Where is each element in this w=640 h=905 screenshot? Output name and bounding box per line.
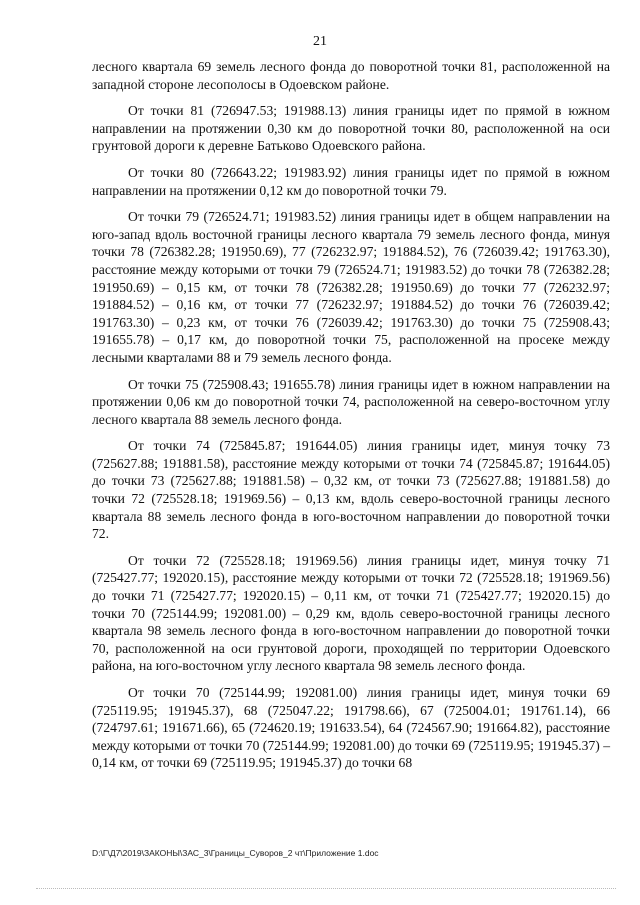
document-body bbox=[92, 58, 610, 781]
paragraph: От точки 81 (726947.53; 191988.13) линия границы идет по прямой в южном направлении на протяжении 0,30 км до поворотной точки 80, расположенной на оси грунтовой дороги к деревне Батьково Одоевского района. bbox=[92, 103, 610, 154]
paragraph: От точки 79 (726524.71; 191983.52) линия границы идет в общем направлении на юго-запад вдоль восточной границы лесного квартала 79 земель лесного фонда, минуя точки 78 (726382.28; 191950.69), 77 (726232.97; 191884.52), 76 (726039.42; 191763.30), расстояние между которыми от точки 79 (726524.71; 191983.52) до точки 78 (726382.28; 191950.69) – 0,15 км, от точки 78 (726382.28; 191950.69) до точки 77 (726232.97; 191884.52) – 0,16 км, от точки 77 (726232.97; 191884.52) до точки 76 (726039.42; 191763.30) – 0,23 км, от точки 76 (726039.42; 191763.30) до точки 75 (725908.43; 191655.78) – 0,17 км, до поворотной точки 75, расположенной на просеке между лесными кварталами 88 и 79 земель лесного фонда. bbox=[92, 209, 610, 365]
paragraph: От точки 80 (726643.22; 191983.92) линия границы идет по прямой в южном направлении на протяжении 0,12 км до поворотной точки 79. bbox=[92, 164, 610, 198]
paragraph: От точки 70 (725144.99; 192081.00) линия границы идет, минуя точки 69 (725119.95; 191945.37), 68 (725047.22; 191798.66), 67 (725004.01; 191761.14), 66 (724797.61; 191671.66), 65 (724620.19; 191633.54), 64 (724567.90; 191664.82), расстояние между которыми от точки 70 (725144.99; 192081.00) до точки 69 (725119.95; 191945.37) – 0,14 км, от точки 69 (725119.95; 191945.37) до точки 68 bbox=[92, 685, 610, 771]
footer-file-path: D:\Г\Д7\2019\ЗАКОНЫ\ЗАС_3\Границы_Суворов_2 чт\Приложение 1.doc bbox=[92, 848, 379, 858]
scan-edge-dots bbox=[36, 888, 616, 891]
paragraph: От точки 74 (725845.87; 191644.05) линия границы идет, минуя точку 73 (725627.88; 191881.58), расстояние между которыми от точки 74 (725845.87; 191644.05) до точки 73 (725627.88; 191881.58) – 0,32 км, от точки 73 (725627.88; 191881.58) до точки 72 (725528.18; 191969.56) – 0,13 км, вдоль северо-восточной границы лесного квартала 88 земель лесного фонда в юго-восточном направлении до поворотной точки 72. bbox=[92, 438, 610, 542]
paragraph: От точки 72 (725528.18; 191969.56) линия границы идет, минуя точку 71 (725427.77; 192020.15), расстояние между которыми от точки 72 (725528.18; 191969.56) до точки 71 (725427.77; 192020.15) – 0,11 км, от точки 71 (725427.77; 192020.15) до точки 70 (725144.99; 192081.00) – 0,29 км, вдоль северо-восточной границы лесного квартала 98 земель лесного фонда в юго-восточном направлении до поворотной точки 70, расположенной на оси грунтовой дороги, проходящей по территории Одоевского района, на юго-восточном углу лесного квартала 98 земель лесного фонда. bbox=[92, 552, 610, 674]
paragraph: лесного квартала 69 земель лесного фонда до поворотной точки 81, расположенной на западной стороне лесополосы в Одоевском районе. bbox=[92, 59, 610, 92]
paragraph: От точки 75 (725908.43; 191655.78) линия границы идет в южном направлении на протяжении 0,06 км до поворотной точки 74, расположенной на северо-восточном углу лесного квартала 88 земель лесного фонда. bbox=[92, 376, 610, 427]
page-number: 21 bbox=[313, 34, 327, 49]
